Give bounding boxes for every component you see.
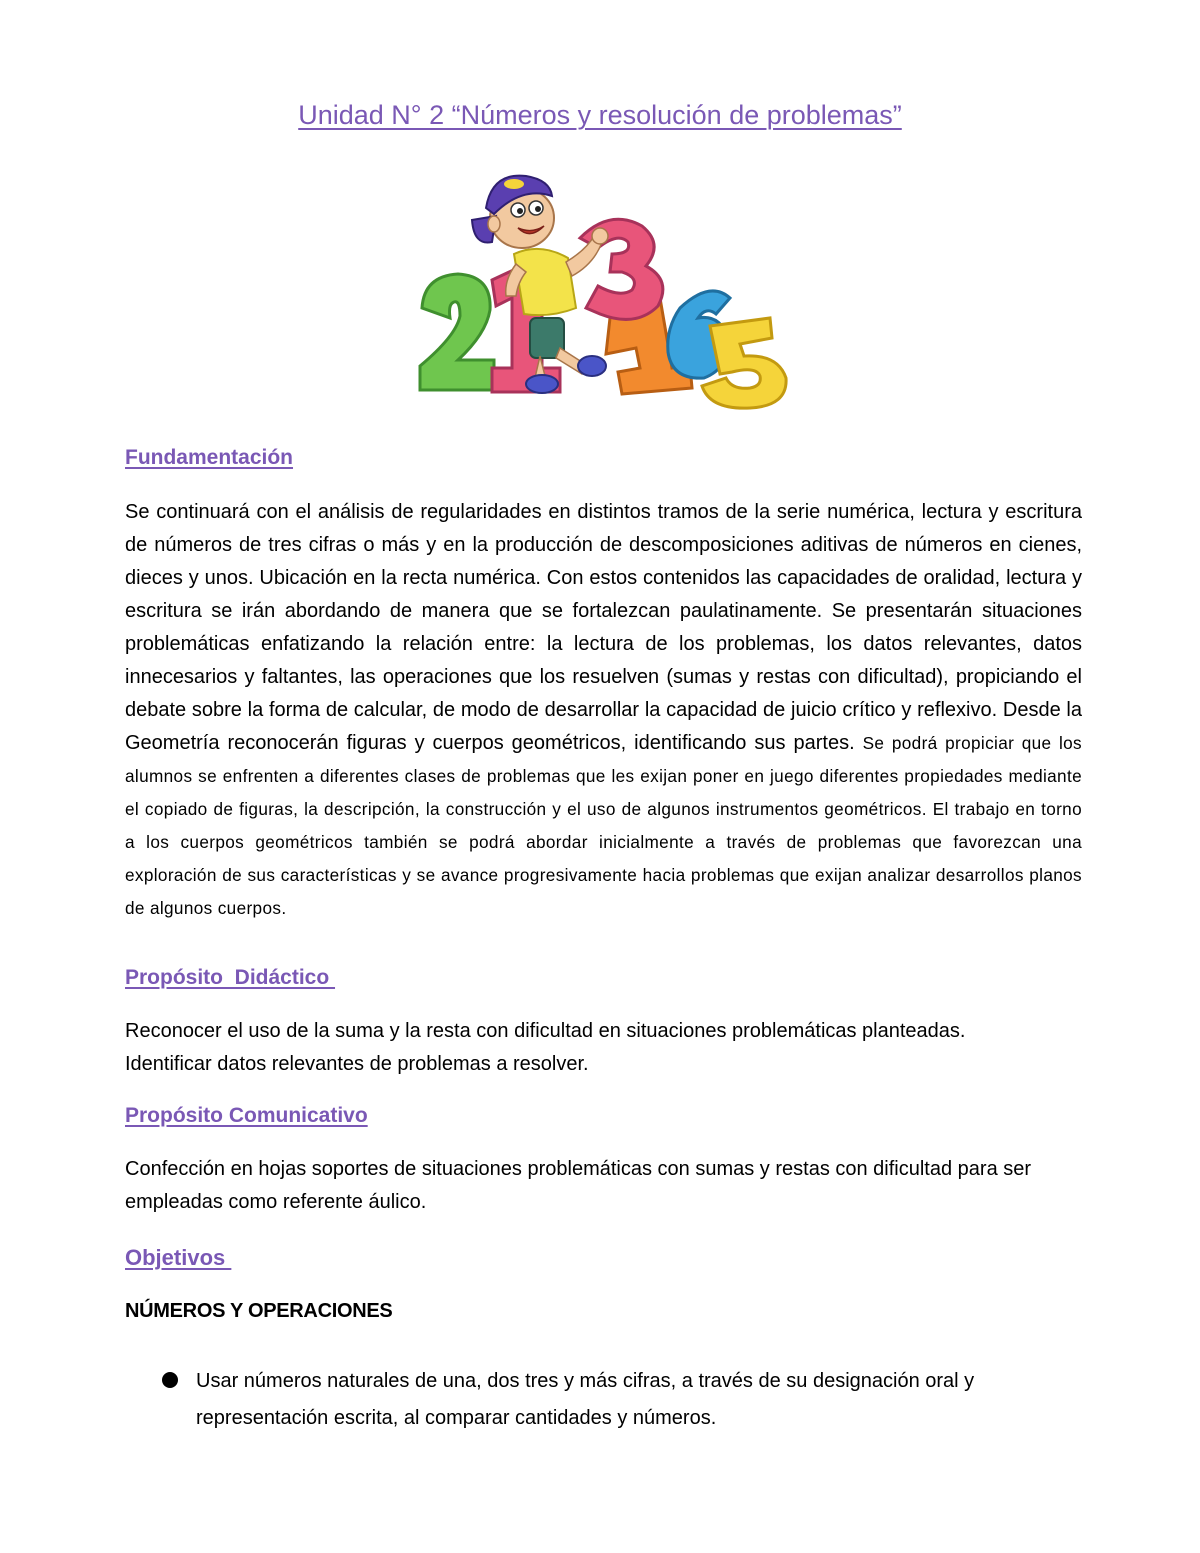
subheading-numeros-y-operaciones: NÚMEROS Y OPERACIONES	[125, 1300, 393, 1322]
objetivo-item-text: Usar números naturales de una, dos tres y más cifras, a través de su designación oral y representación escrita, al comparar cantidades y números.	[196, 1370, 975, 1429]
bullet-icon	[162, 1372, 178, 1388]
heading-proposito-didactico: Propósito Didáctico	[125, 966, 336, 989]
heading-proposito-comunicativo: Propósito Comunicativo	[125, 1104, 368, 1127]
proposito-didactico-line-2: Identificar datos relevantes de problemas a resolver.	[125, 1053, 589, 1075]
fundamentacion-paragraph	[125, 496, 1082, 925]
fundamentacion-text-main: Se continuará con el análisis de regularidades en distintos tramos de la serie numérica, lectura y escritura de números de tres cifras o más y en la producción de descomposiciones aditivas de números en cienes, dieces y unos. Ubicación en la recta numérica. Con estos contenidos las capacidades de oralidad, lectura y escritura se irán abordando de manera que se fortalezcan paulatinamente. Se presentarán situaciones problemáticas enfatizando la relación entre: la lectura de los problemas, los datos relevantes, datos innecesarios y faltantes, las operaciones que los resuelven (sumas y restas con dificultad), propiciando el debate sobre la forma de calcular, de modo de desarrollar la capacidad de juicio crítico y reflexivo. Desde la Geometría reconocerán figuras y cuerpos geométricos, identificando sus partes.	[125, 501, 1082, 754]
heading-objetivos: Objetivos	[125, 1245, 232, 1270]
document-title: Unidad N° 2 “Números y resolución de problemas”	[298, 100, 902, 130]
proposito-didactico-line-1: Reconocer el uso de la suma y la resta con dificultad en situaciones problemáticas planteadas.	[125, 1020, 966, 1042]
number-two-icon	[420, 274, 494, 390]
fundamentacion-text-small: Se podrá propiciar que los alumnos se enfrenten a diferentes clases de problemas que les exijan poner en juego diferentes propiedades mediante el copiado de figuras, la descripción, la construcción y el uso de algunos instrumentos geométricos. El trabajo en torno a los cuerpos geométricos también se podrá abordar inicialmente a través de problemas que favorezcan una exploración de sus características y se avance progresivamente hacia problemas que exijan analizar desarrollos planos de algunos cuerpos.	[125, 733, 1082, 918]
cartoon-boy-with-numbers-icon	[410, 168, 800, 413]
proposito-comunicativo-text: Confección en hojas soportes de situaciones problemáticas con sumas y restas con dificultad para ser empleadas como referente áulico.	[125, 1158, 1032, 1213]
heading-fundamentacion: Fundamentación	[125, 446, 294, 469]
